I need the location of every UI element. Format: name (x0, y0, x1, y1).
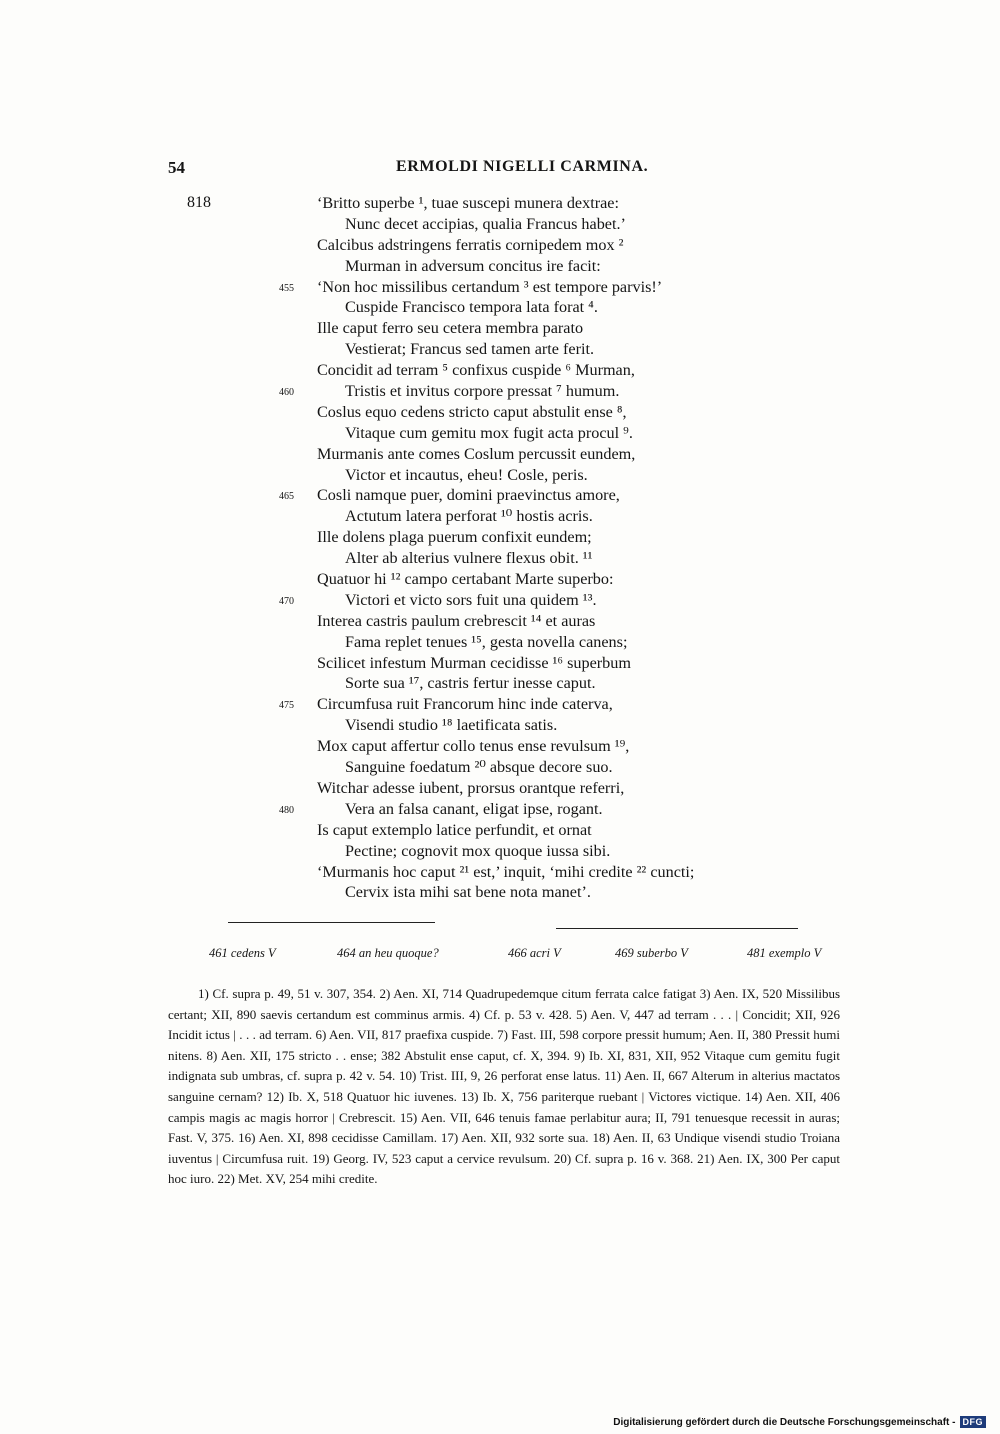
verse-text: Victori et victo sors fuit una quidem ¹³. (345, 590, 597, 609)
verse-text: Cosli namque puer, domini praevinctus amore, (317, 486, 620, 505)
verse-line (0, 235, 1000, 256)
verse-line (0, 360, 1000, 381)
verse-text: Pectine; cognovit mox quoque iussa sibi. (345, 841, 611, 860)
verse-text: Victor et incautus, eheu! Cosle, peris. (345, 465, 588, 484)
verse-line (0, 778, 1000, 799)
line-number: 475 (279, 700, 294, 712)
verse-line (0, 506, 1000, 527)
verse-text: ‘Britto superbe ¹, tuae suscepi munera dextrae: (317, 194, 619, 212)
verse-line (0, 611, 1000, 632)
verse-line (0, 736, 1000, 757)
verse-line (0, 715, 1000, 736)
verse-line (0, 193, 1000, 214)
start-verse-number: 818 (187, 194, 211, 211)
verse-text: Vera an falsa canant, eligat ipse, rogant. (345, 799, 603, 818)
apparatus-entry: 461 cedens V (209, 946, 276, 960)
verse-line (0, 882, 1000, 903)
verse-line (0, 548, 1000, 569)
digitization-banner (613, 1416, 986, 1428)
verse-text: Mox caput affertur collo tenus ense revulsum ¹⁹, (317, 737, 630, 756)
verse-line (0, 318, 1000, 339)
verse-text: Fama replet tenues ¹⁵, gesta novella canens; (345, 632, 628, 651)
verse-text: Tristis et invitus corpore pressat ⁷ humum. (345, 382, 620, 401)
verse-text: Alter ab alterius vulnere flexus obit. ¹¹ (345, 549, 593, 568)
verse-text: Concidit ad terram ⁵ confixus cuspide ⁶ Murman, (317, 361, 635, 380)
line-number: 470 (279, 595, 294, 607)
verse-text: Witchar adesse iubent, prorsus orantque referri, (317, 778, 625, 797)
apparatus-entry: 466 acri V (508, 946, 561, 960)
apparatus-entry: 469 suberbo V (615, 946, 688, 960)
apparatus-entry: 464 an heu quoque? (337, 946, 439, 960)
verse-text: Coslus equo cedens stricto caput abstulit ense ⁸, (317, 402, 627, 421)
apparatus-entry: 481 exemplo V (747, 946, 822, 960)
running-title: ERMOLDI NIGELLI CARMINA. (396, 158, 649, 175)
verse-text: Visendi studio ¹⁸ laetificata satis. (345, 716, 558, 735)
page-number: 54 (168, 158, 185, 177)
verse-text: Calcibus adstringens ferratis cornipedem mox ² (317, 235, 624, 254)
verse-text: Murmanis ante comes Coslum percussit eundem, (317, 444, 636, 463)
verse-text: Interea castris paulum crebrescit ¹⁴ et auras (317, 611, 596, 630)
verse-text: Murman in adversum concitus ire facit: (345, 256, 601, 275)
verse-text: Ille dolens plaga puerum confixit eundem; (317, 528, 592, 547)
separator-rule-right (556, 928, 798, 929)
verse-text: ‘Murmanis hoc caput ²¹ est,’ inquit, ‘mihi credite ²² cuncti; (317, 862, 695, 881)
verse-line (0, 632, 1000, 653)
digitization-banner-text: Digitalisierung gefördert durch die Deutsche Forschungsgemeinschaft - (613, 1416, 956, 1428)
verse-text: Actutum latera perforat ¹⁰ hostis acris. (345, 507, 593, 526)
critical-apparatus (0, 946, 1000, 966)
verse-line (0, 653, 1000, 674)
verse-line (0, 569, 1000, 590)
verse-line (0, 485, 1000, 506)
verse-text: Cervix ista mihi sat bene nota manet’. (345, 883, 591, 902)
verse-line (0, 277, 1000, 298)
verse-line (0, 799, 1000, 820)
verse-text: ‘Non hoc missilibus certandum ³ est tempore parvis!’ (317, 277, 663, 296)
footnotes-text: 1) Cf. supra p. 49, 51 v. 307, 354. 2) Aen. XI, 714 Quadrupedemque citum ferrata calce fatigat 3) Aen. IX, 520 Missilibus certant; XII, 890 saevis certandum est comminus armis. 4) Cf. p. 53 v. 428. 5) Aen. V, 447 ad terram . . . | Concidit; XII, 926 Incidit ictus | . . . ad terram. 6) Aen. VII, 817 praefixa cuspide. 7) Fast. III, 598 corpore pressit humum; Aen. II, 380 Pressit humi nitens. 8) Aen. XII, 175 stricto . . ense; 382 Abstulit ense caput, cf. X, 394. 9) Ib. XI, 831, XII, 952 Vitaque cum gemitu fugit indignata sub umbras, cf. supra p. 42 v. 54. 10) Trist. III, 9, 26 perforat ense latus. 11) Aen. II, 667 Alterum in alterius mactatos sanguine cernam? 12) Ib. X, 518 Quatuor hic iuvenes. 13) Ib. X, 756 pariterque ruebant | Victores victique. 14) Aen. XII, 406 campis magis ac magis horror | Crebrescit. 15) Aen. VII, 646 tenuis famae perlabitur aura; II, 791 tenuesque recessit in auras; Fast. V, 375. 16) Aen. XI, 898 cecidisse Camillam. 17) Aen. XII, 932 sorte sua. 18) Aen. II, 63 Undique visendi studio Troiana iuventus | Circumfusa ruit. 19) Georg. IV, 523 caput a cervice revulsum. 20) Cf. supra p. 16 v. 368. 21) Aen. IX, 300 Per caput hoc iuro. 22) Met. XV, 254 mihi credite. (168, 986, 840, 1187)
verse-line (0, 256, 1000, 277)
verse-line (0, 590, 1000, 611)
verse-text: Ille caput ferro seu cetera membra parato (317, 319, 584, 338)
verse-line (0, 841, 1000, 862)
verse-line (0, 381, 1000, 402)
verse-text: Cuspide Francisco tempora lata forat ⁴. (345, 298, 598, 317)
verse-line (0, 402, 1000, 423)
verse-line (0, 339, 1000, 360)
verse-line (0, 214, 1000, 235)
verse-line (0, 694, 1000, 715)
verse-text: Vitaque cum gemitu mox fugit acta procul ⁹. (345, 423, 633, 442)
line-number: 460 (279, 387, 294, 399)
line-number: 480 (279, 804, 294, 816)
verse-line (0, 465, 1000, 486)
verse-line (0, 423, 1000, 444)
verse-text: Sorte sua ¹⁷, castris fertur inesse caput. (345, 674, 596, 693)
line-number: 455 (279, 282, 294, 294)
footnotes (168, 984, 840, 1190)
verse-line (0, 862, 1000, 883)
verse-text: Scilicet infestum Murman cecidisse ¹⁶ superbum (317, 653, 631, 672)
verse-text: Circumfusa ruit Francorum hinc inde caterva, (317, 695, 613, 714)
line-number: 465 (279, 491, 294, 503)
verse-text: Vestierat; Francus sed tamen arte ferit. (345, 340, 595, 359)
poem-text (0, 193, 1000, 903)
dfg-logo: DFG (960, 1416, 987, 1428)
verse-line (0, 820, 1000, 841)
separator-rule-left (228, 922, 435, 923)
verse-text: Sanguine foedatum ²⁰ absque decore suo. (345, 758, 613, 777)
verse-text: Is caput extemplo latice perfundit, et ornat (317, 820, 592, 839)
verse-line (0, 444, 1000, 465)
verse-line (0, 527, 1000, 548)
verse-line (0, 757, 1000, 778)
verse-text: Nunc decet accipias, qualia Francus habet.’ (345, 214, 626, 233)
verse-text: Quatuor hi ¹² campo certabant Marte superbo: (317, 570, 614, 589)
verse-line (0, 297, 1000, 318)
verse-line (0, 673, 1000, 694)
